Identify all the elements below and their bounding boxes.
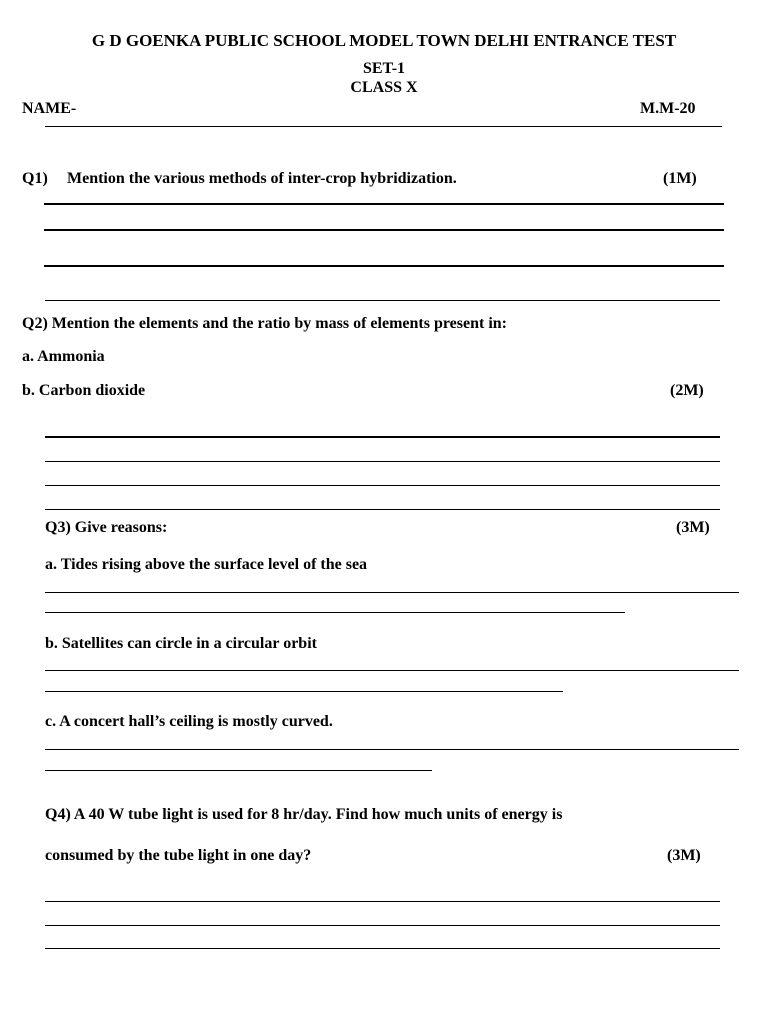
- q1-answer-line: [44, 229, 724, 231]
- q1-marks: (1M): [663, 170, 697, 187]
- q3-part-c: c. A concert hall’s ceiling is mostly curved.: [45, 713, 333, 730]
- q3-marks: (3M): [676, 519, 710, 536]
- q4-answer-line: [45, 948, 720, 949]
- q1-answer-line: [45, 300, 720, 301]
- q2-answer-line: [45, 485, 720, 486]
- name-label: NAME-: [22, 100, 77, 117]
- q4-text-line2: consumed by the tube light in one day?: [45, 847, 312, 864]
- exam-title: G D GOENKA PUBLIC SCHOOL MODEL TOWN DELHI ENTRANCE TEST: [91, 31, 677, 50]
- set-label: SET-1: [362, 60, 406, 77]
- q4-answer-line: [45, 925, 720, 926]
- class-label: CLASS X: [350, 79, 418, 96]
- q3a-answer-line: [45, 612, 625, 613]
- q4-text-line1: Q4) A 40 W tube light is used for 8 hr/day. Find how much units of energy is: [45, 806, 563, 823]
- q2-answer-line: [45, 436, 720, 438]
- q1-answer-line: [44, 203, 724, 205]
- q3-part-b: b. Satellites can circle in a circular orbit: [45, 635, 317, 652]
- q3-part-a: a. Tides rising above the surface level of the sea: [45, 556, 368, 573]
- q1-answer-line: [44, 265, 724, 267]
- q2-answer-line: [45, 461, 720, 462]
- q3b-answer-line: [45, 670, 739, 671]
- q3b-answer-line: [45, 691, 563, 692]
- q2-answer-line: [45, 509, 720, 510]
- q2-part-b: b. Carbon dioxide: [22, 382, 146, 399]
- q3-text: Q3) Give reasons:: [45, 519, 168, 536]
- q3a-answer-line: [45, 592, 739, 593]
- q2-text: Q2) Mention the elements and the ratio by mass of elements present in:: [22, 315, 507, 332]
- q3c-answer-line: [45, 749, 739, 750]
- q2-marks: (2M): [670, 382, 704, 399]
- q1-number: Q1): [22, 170, 48, 187]
- header-divider: [45, 126, 722, 127]
- q4-answer-line: [45, 901, 720, 902]
- q3c-answer-line: [45, 770, 432, 771]
- q1-text: Mention the various methods of inter-crop hybridization.: [67, 170, 457, 187]
- q2-part-a: a. Ammonia: [22, 348, 105, 365]
- max-marks: M.M-20: [640, 100, 696, 117]
- q4-marks: (3M): [667, 847, 701, 864]
